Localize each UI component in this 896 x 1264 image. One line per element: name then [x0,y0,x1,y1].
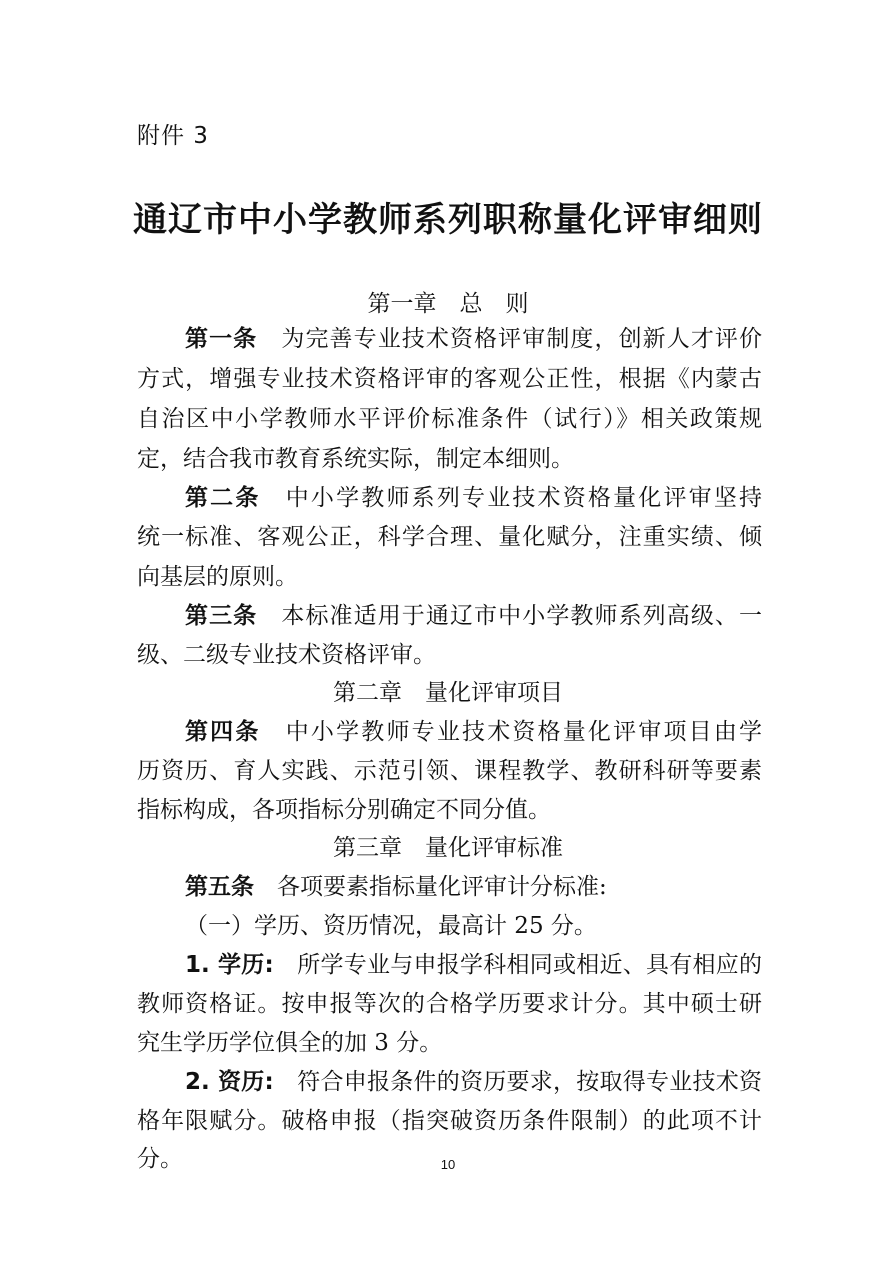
document-title: 通辽市中小学教师系列职称量化评审细则 [133,200,763,240]
education-line-2: 教师资格证。按申报等次的合格学历要求计分。其中硕士研 [137,991,762,1017]
education-line-1: 1. 学历: 所学专业与申报学科相同或相近、具有相应的 [185,952,762,978]
article-2-line-3: 向基层的原则。 [137,564,298,590]
article-1-label: 第一条 [185,326,258,352]
chapter-2-heading: 第二章 量化评审项目 [333,680,563,706]
article-2-label: 第二条 [185,485,261,511]
article-3-line-2: 级、二级专业技术资格评审。 [137,642,436,668]
article-1-line-1: 第一条 为完善专业技术资格评审制度，创新人才评价 [185,326,762,352]
article-1-line-3: 自治区中小学教师水平评价标准条件（试行）》相关政策规 [137,406,762,432]
article-2-line-2: 统一标准、客观公正，科学合理、量化赋分，注重实绩、倾 [137,524,762,550]
experience-line-1: 2. 资历: 符合申报条件的资历要求，按取得专业技术资 [185,1069,762,1095]
article-4-label: 第四条 [185,719,261,745]
article-5-label: 第五条 [185,874,254,900]
chapter-3-heading: 第三章 量化评审标准 [333,835,563,861]
education-line-3: 究生学历学位俱全的加 3 分。 [137,1030,443,1056]
article-3-label: 第三条 [185,603,258,629]
article-4-line-3: 指标构成，各项指标分别确定不同分值。 [137,797,551,823]
article-2-line-1: 第二条 中小学教师系列专业技术资格量化评审坚持 [185,485,762,511]
article-5-line-1: 第五条 各项要素指标量化评审计分标准: [185,874,607,900]
item-1-line: （一）学历、资历情况，最高计 25 分。 [185,913,597,939]
attachment-label: 附件 3 [137,123,209,149]
experience-line-3: 分。 [137,1146,183,1172]
article-4-line-2: 历资历、育人实践、示范引领、课程教学、教研科研等要素 [137,758,762,784]
experience-line-2: 格年限赋分。破格申报（指突破资历条件限制）的此项不计 [137,1108,762,1134]
page-number: 10 [440,1157,456,1172]
article-1-line-4: 定，结合我市教育系统实际，制定本细则。 [137,446,574,472]
experience-label: 2. 资历: [185,1069,274,1095]
education-label: 1. 学历: [185,952,274,978]
article-3-line-1: 第三条 本标准适用于通辽市中小学教师系列高级、一 [185,603,762,629]
article-4-line-1: 第四条 中小学教师专业技术资格量化评审项目由学 [185,719,762,745]
chapter-1-heading: 第一章 总 则 [367,291,529,317]
article-1-line-2: 方式，增强专业技术资格评审的客观公正性，根据《内蒙古 [137,366,762,392]
